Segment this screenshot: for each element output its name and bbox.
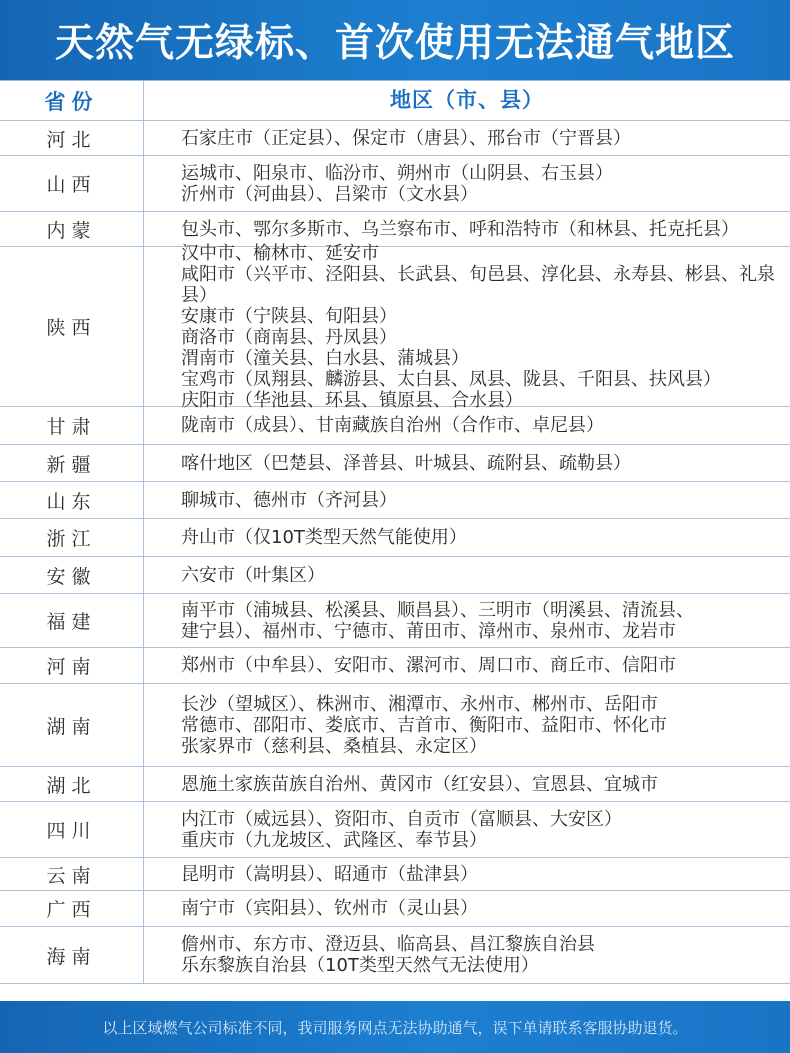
region-line: 宝鸡市（凤翔县、麟游县、太白县、凤县、陇县、千阳县、扶风县） xyxy=(181,368,721,390)
table-header xyxy=(0,81,790,121)
province-cell: 山东 xyxy=(0,482,144,518)
province-cell: 甘肃 xyxy=(0,407,144,444)
page-title: 天然气无绿标、首次使用无法通气地区 xyxy=(54,21,735,66)
region-line: 安康市（宁陕县、旬阳县） xyxy=(181,305,397,327)
table-row xyxy=(0,891,790,927)
table-row xyxy=(0,648,790,684)
table-row xyxy=(0,242,790,411)
region-cell xyxy=(144,684,790,766)
province-cell: 浙江 xyxy=(0,519,144,556)
region-line: 汉中市、榆林市、延安市 xyxy=(181,242,379,264)
region-line: 张家界市（慈利县、桑植县、永定区） xyxy=(181,735,487,757)
region-cell xyxy=(144,594,790,647)
region-line: 昆明市（嵩明县）、昭通市（盐津县） xyxy=(181,863,478,885)
region-line: 建宁县）、福州市、宁德市、莆田市、漳州市、泉州市、龙岩市 xyxy=(181,620,676,642)
province-cell: 广西 xyxy=(0,891,144,926)
province-cell: 安徽 xyxy=(0,557,144,593)
province-cell: 山西 xyxy=(0,156,144,211)
region-line: 喀什地区（巴楚县、泽普县、叶城县、疏附县、疏勒县） xyxy=(181,452,631,474)
region-line: 运城市、阳泉市、临汾市、朔州市（山阴县、右玉县） xyxy=(181,162,613,184)
region-line: 恩施土家族苗族自治州、黄冈市（红安县）、宣恩县、宜城市 xyxy=(181,773,658,795)
region-line: 郑州市（中牟县）、安阳市、漯河市、周口市、商丘市、信阳市 xyxy=(181,655,676,676)
header-province: 省份 xyxy=(0,81,144,120)
footer-note: 以上区域燃气公司标准不同，我司服务网点无法协助通气，误下单请联系客服协助退货。 xyxy=(102,1018,688,1037)
region-line: 渭南市（潼关县、白水县、蒲城县） xyxy=(181,347,469,369)
province-cell: 新疆 xyxy=(0,445,144,481)
header-region: 地区（市、县） xyxy=(390,88,544,112)
region-cell xyxy=(144,858,790,890)
table-row xyxy=(0,121,790,156)
province-cell: 四川 xyxy=(0,802,144,857)
region-cell xyxy=(144,242,790,411)
province-cell: 海南 xyxy=(0,927,144,983)
table-row xyxy=(0,802,790,858)
region-cell xyxy=(144,407,790,444)
table-row xyxy=(0,927,790,984)
region-cell xyxy=(144,648,790,683)
province-cell: 云南 xyxy=(0,858,144,890)
region-line: 常德市、邵阳市、娄底市、吉首市、衡阳市、益阳市、怀化市 xyxy=(181,714,667,736)
region-line: 重庆市（九龙坡区、武隆区、奉节县） xyxy=(181,829,487,851)
region-line: 沂州市（河曲县）、吕梁市（文水县） xyxy=(181,183,478,205)
region-line: 咸阳市（兴平市、泾阳县、长武县、旬邑县、淳化县、永寿县、彬县、礼泉县） xyxy=(181,263,775,306)
table-row xyxy=(0,557,790,594)
region-line: 六安市（叶集区） xyxy=(181,564,325,586)
region-cell xyxy=(144,482,790,518)
region-line: 长沙（望城区）、株洲市、湘潭市、永州市、郴州市、岳阳市 xyxy=(181,693,658,715)
region-cell xyxy=(144,212,790,246)
region-line: 舟山市（仅10T类型天然气能使用） xyxy=(181,527,467,548)
region-line: 包头市、鄂尔多斯市、乌兰察布市、呼和浩特市（和林县、托克托县） xyxy=(181,218,739,240)
region-line: 南宁市（宾阳县）、钦州市（灵山县） xyxy=(181,898,478,919)
region-line: 乐东黎族自治县（10T类型天然气无法使用） xyxy=(181,955,539,976)
province-cell: 湖南 xyxy=(0,684,144,766)
region-line: 内江市（威远县）、资阳市、自贡市（富顺县、大安区） xyxy=(181,808,622,830)
region-cell xyxy=(144,121,790,155)
table-row xyxy=(0,445,790,482)
region-line: 石家庄市（正定县）、保定市（唐县）、邢台市（宁晋县） xyxy=(181,127,631,149)
footer-banner xyxy=(0,1001,790,1053)
region-line: 南平市（浦城县、松溪县、顺昌县）、三明市（明溪县、清流县、 xyxy=(181,599,694,621)
table-row xyxy=(0,407,790,445)
region-cell xyxy=(144,519,790,556)
region-line: 聊城市、德州市（齐河县） xyxy=(181,489,397,511)
region-cell xyxy=(144,927,790,983)
region-table xyxy=(0,80,790,984)
table-row xyxy=(0,519,790,557)
table-row xyxy=(0,156,790,212)
title-banner xyxy=(0,0,790,80)
province-cell: 河北 xyxy=(0,121,144,155)
region-cell xyxy=(144,156,790,211)
region-cell xyxy=(144,802,790,857)
province-cell: 河南 xyxy=(0,648,144,683)
province-cell: 湖北 xyxy=(0,767,144,801)
table-row xyxy=(0,858,790,891)
province-cell: 内蒙 xyxy=(0,212,144,246)
region-line: 庆阳市（华池县、环县、镇原县、合水县） xyxy=(181,389,523,411)
region-cell xyxy=(144,891,790,926)
region-cell xyxy=(144,767,790,801)
table-row xyxy=(0,767,790,802)
table-row xyxy=(0,684,790,767)
region-cell xyxy=(144,557,790,593)
region-cell xyxy=(144,445,790,481)
province-cell: 陕西 xyxy=(0,247,144,406)
region-line: 儋州市、东方市、澄迈县、临高县、昌江黎族自治县 xyxy=(181,934,595,955)
table-row xyxy=(0,594,790,648)
province-cell: 福建 xyxy=(0,594,144,647)
region-line: 商洛市（商南县、丹凤县） xyxy=(181,326,397,348)
region-line: 陇南市（成县）、甘南藏族自治州（合作市、卓尼县） xyxy=(181,415,604,436)
table-row xyxy=(0,482,790,519)
